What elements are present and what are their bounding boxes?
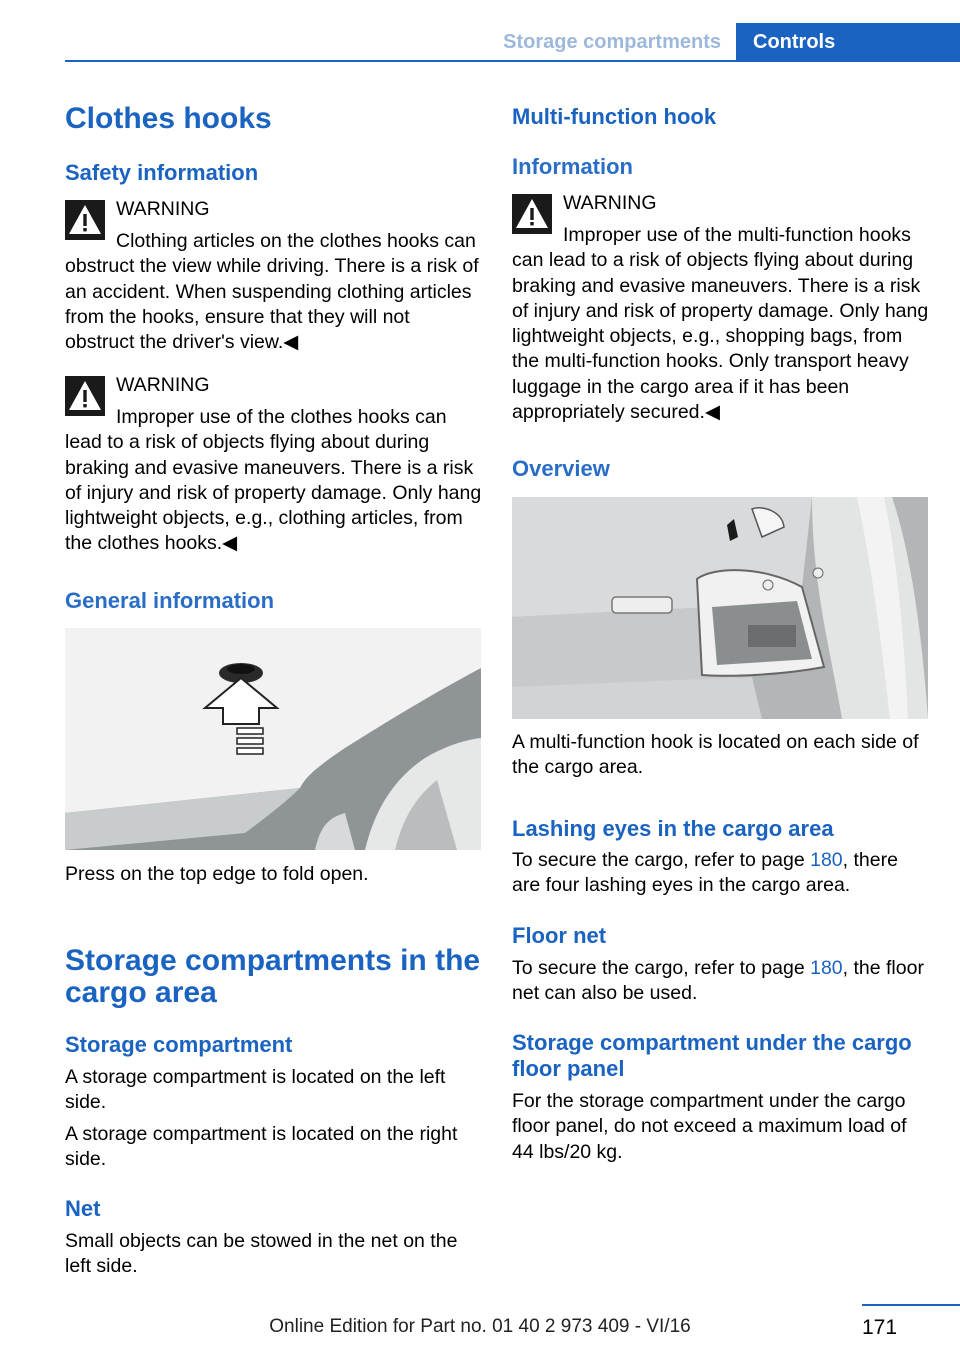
page-reference-link[interactable]: 180 bbox=[810, 957, 843, 979]
cargo-area-hook-illustration bbox=[512, 497, 928, 719]
header-chapter-tab: Controls bbox=[736, 23, 960, 61]
fold-open-caption: Press on the top edge to fold open. bbox=[65, 863, 369, 885]
warning-text-clothes-hooks-use: Improper use of the clothes hooks can lead to a risk of objects flying about during braking and evasive maneuvers. There is a risk of injury and risk of property damage. Only hang lightweight objects, e.g., clothing articles, from the clothes hooks.◀ bbox=[65, 406, 482, 555]
net-text: Small objects can be stowed in the net on the left side. bbox=[65, 1230, 458, 1278]
floor-net-text: To secure the cargo, refer to page 180, the floor net can also be used. bbox=[512, 957, 924, 1005]
storage-right-text: A storage compartment is located on the right side. bbox=[65, 1123, 458, 1171]
warning-text-multi-function-hooks: Improper use of the multi-function hooks can lead to a risk of objects flying about during braking and evasive maneuvers. There is a risk of injury and risk of property damage. Only hang lightweight objects, e.g., shopping bags, from the multi-function hooks. Only transport heavy luggage in the cargo area if it has been appropriately secured.◀ bbox=[512, 224, 929, 424]
header-section-title: Storage compartments bbox=[503, 31, 721, 53]
storage-left-text: A storage compartment is located on the left side. bbox=[65, 1066, 446, 1114]
under-floor-storage-text: For the storage compartment under the cargo floor panel, do not exceed a maximum load of 44 lbs/20 kg. bbox=[512, 1090, 907, 1163]
storage-cargo-area-title: Storage compartments in the cargo area bbox=[65, 944, 481, 1009]
warning-label: WARNING bbox=[563, 192, 657, 214]
safety-information-heading: Safety information bbox=[65, 160, 259, 185]
warning-label: WARNING bbox=[116, 374, 210, 396]
lashing-eyes-heading: Lashing eyes in the cargo area bbox=[512, 816, 834, 841]
multi-function-hook-heading: Multi-function hook bbox=[512, 104, 717, 129]
page-number: 171 bbox=[862, 1316, 898, 1339]
warning-text-clothing-view: Clothing articles on the clothes hooks can obstruct the view while driving. There is a risk of an accident. When suspending clothing articles from the hooks, ensure that they will not obstruct the driver's view.◀ bbox=[65, 230, 479, 354]
lashing-eyes-text: To secure the cargo, refer to page 180, there are four lashing eyes in the cargo area. bbox=[512, 849, 898, 897]
warning-label: WARNING bbox=[116, 198, 210, 220]
storage-compartment-heading: Storage compartment bbox=[65, 1032, 293, 1057]
header-rule bbox=[65, 60, 960, 62]
information-heading: Information bbox=[512, 154, 633, 179]
net-heading: Net bbox=[65, 1196, 101, 1221]
clothes-hooks-title: Clothes hooks bbox=[65, 102, 272, 135]
edition-footer: Online Edition for Part no. 01 40 2 973 409 - VI/16 bbox=[269, 1316, 691, 1337]
page-reference-link[interactable]: 180 bbox=[810, 849, 843, 871]
floor-net-heading: Floor net bbox=[512, 923, 607, 948]
overview-caption: A multi-function hook is located on each side of the cargo area. bbox=[512, 731, 919, 779]
footer-rule bbox=[862, 1304, 960, 1306]
overview-heading: Overview bbox=[512, 456, 610, 481]
general-information-heading: General information bbox=[65, 588, 275, 613]
clothes-hook-illustration bbox=[65, 628, 481, 850]
under-floor-storage-heading: Storage compartment under the cargo floor panel bbox=[512, 1030, 912, 1081]
